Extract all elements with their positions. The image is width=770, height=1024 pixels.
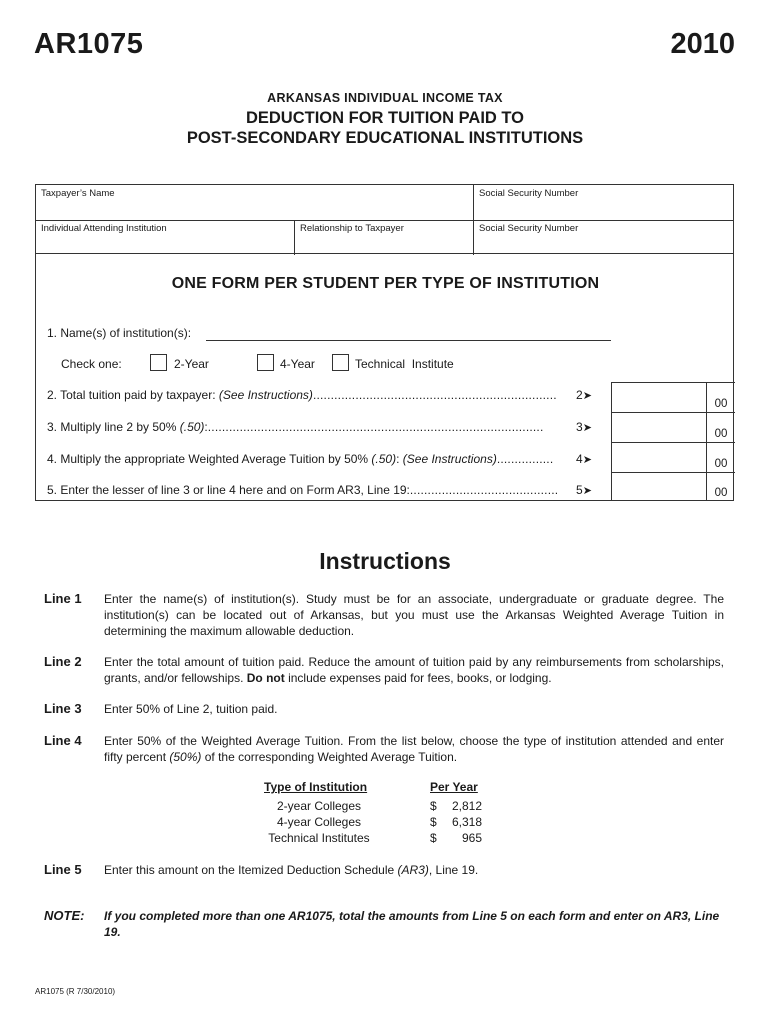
line-4-cents: 00 <box>714 458 728 470</box>
instr-line-1-text: Enter the name(s) of institution(s). Study must be for an associate, undergraduate or graduate degree. The institution(s) can be located out of Arkansas, but you must use the Arkansas Weighted Average Tuition in determining the maximum allowable deduction. <box>104 592 724 638</box>
amount-column <box>611 382 735 501</box>
line-5-cents: 00 <box>714 487 728 499</box>
revision-footer: AR1075 (R 7/30/2010) <box>35 987 116 996</box>
checkbox-technical-institute[interactable] <box>332 354 349 371</box>
form-number: AR1075 <box>34 28 144 60</box>
line-3-amount[interactable] <box>611 412 735 442</box>
ssn-field-1[interactable] <box>473 185 735 220</box>
line-4-italic: (.50) <box>371 452 397 466</box>
line-2-cents: 00 <box>714 398 728 410</box>
line-3-text: 3. Multiply line 2 by 50% <box>47 420 180 434</box>
line-5-number: 5➤ <box>576 483 592 497</box>
table-row-amount: 6,318 <box>451 815 482 829</box>
form-title-line2: POST-SECONDARY EDUCATIONAL INSTITUTIONS <box>186 129 584 147</box>
line-1-label: 1. Name(s) of institution(s): <box>47 326 192 340</box>
tax-year: 2010 <box>670 28 735 60</box>
line-3-italic: (.50) <box>179 420 205 434</box>
line-4-italic2: (See Instructions) <box>402 452 497 466</box>
instr-line-5-text: Enter this amount on the Itemized Deduction Schedule (AR3), Line 19. <box>104 863 479 877</box>
table-row-amount: 2,812 <box>451 799 482 813</box>
line-2-italic: (See Instructions) <box>218 388 313 402</box>
checkbox-4-year[interactable] <box>257 354 274 371</box>
option-4-year: 4-Year <box>280 357 315 371</box>
agency-line: ARKANSAS INDIVIDUAL INCOME TAX <box>267 91 503 105</box>
relationship-label: Relationship to Taxpayer <box>300 223 404 234</box>
line-5-amount[interactable] <box>611 472 735 501</box>
id-row-2 <box>36 220 733 255</box>
line-2-text: 2. Total tuition paid by taxpayer: <box>47 388 219 402</box>
identification-box <box>35 184 734 254</box>
table-header-type: Type of Institution <box>264 780 368 794</box>
ssn-label-1: Social Security Number <box>479 188 579 199</box>
instr-line-3-label: Line 3 <box>44 701 82 716</box>
option-technical-institute: Technical Institute <box>355 357 454 371</box>
table-row-dollar: $ <box>430 799 437 813</box>
instr-line-1-label: Line 1 <box>44 591 82 606</box>
line-4-amount[interactable] <box>611 442 735 472</box>
table-row-type: Technical Institutes <box>268 831 370 845</box>
form-title-line1: DEDUCTION FOR TUITION PAID TO <box>245 109 525 127</box>
note-text: If you completed more than one AR1075, total the amounts from Line 5 on each form and enter on AR3, Line 19. <box>104 909 720 939</box>
line-5: 5. Enter the lesser of line 3 or line 4 here and on Form AR3, Line 19:.......................................... <box>47 483 559 497</box>
relationship-field[interactable] <box>294 220 473 255</box>
id-row-1 <box>36 185 733 221</box>
checkbox-2-year[interactable] <box>150 354 167 371</box>
table-row-type: 2-year Colleges <box>276 799 362 813</box>
do-not-emphasis: Do not <box>246 671 285 685</box>
line-3-number: 3➤ <box>576 420 592 434</box>
form-banner: ONE FORM PER STUDENT PER TYPE OF INSTITUTION <box>171 275 600 292</box>
table-row-dollar: $ <box>430 831 437 845</box>
table-row-amount: 965 <box>461 831 482 845</box>
computation-box <box>35 254 734 501</box>
institution-name-input[interactable] <box>206 340 611 341</box>
line-4-text: 4. Multiply the appropriate Weighted Average Tuition by 50% <box>47 452 372 466</box>
instr-line-4-text: Enter 50% of the Weighted Average Tuition. From the list below, choose the type of institution attended and enter fifty percent (50%) of the corresponding Weighted Average Tuition. <box>104 734 724 764</box>
line-4: 4. Multiply the appropriate Weighted Average Tuition by 50% (.50): (See Instructions)................ <box>47 452 554 466</box>
ssn-label-2: Social Security Number <box>479 223 579 234</box>
table-row-dollar: $ <box>430 815 437 829</box>
line-3: 3. Multiply line 2 by 50% (.50):............................................................................................... <box>47 420 544 434</box>
table-row-type: 4-year Colleges <box>276 815 362 829</box>
check-one-label: Check one: <box>61 357 122 371</box>
instr-line-2-label: Line 2 <box>44 654 82 669</box>
instr-line-5-label: Line 5 <box>44 862 82 877</box>
taxpayer-name-field[interactable] <box>36 185 473 220</box>
line-2-number: 2➤ <box>576 388 592 402</box>
note-label: NOTE: <box>44 908 85 923</box>
line-3-cents: 00 <box>714 428 728 440</box>
individual-label: Individual Attending Institution <box>41 223 167 234</box>
table-header-per-year: Per Year <box>430 780 478 794</box>
line-2: 2. Total tuition paid by taxpayer: (See Instructions)..................................................................... <box>47 388 557 402</box>
option-2-year: 2-Year <box>174 357 209 371</box>
instructions-title: Instructions <box>319 548 451 574</box>
line-5-text: 5. Enter the lesser of line 3 or line 4 here and on Form AR3, Line 19: <box>47 483 410 497</box>
individual-field[interactable] <box>36 220 294 255</box>
line-2-amount[interactable] <box>611 382 735 412</box>
ssn-field-2[interactable] <box>473 220 735 255</box>
instr-line-2-text: Enter the total amount of tuition paid. Reduce the amount of tuition paid by any reimbursements from scholarships, grants, and/or fellowships. Do not include expenses paid for fees, books, or lodging. <box>104 655 724 685</box>
instr-line-3-text: Enter 50% of Line 2, tuition paid. <box>104 702 278 716</box>
instr-line-4-label: Line 4 <box>44 733 82 748</box>
line-4-number: 4➤ <box>576 452 592 466</box>
taxpayer-name-label: Taxpayer’s Name <box>41 188 115 199</box>
